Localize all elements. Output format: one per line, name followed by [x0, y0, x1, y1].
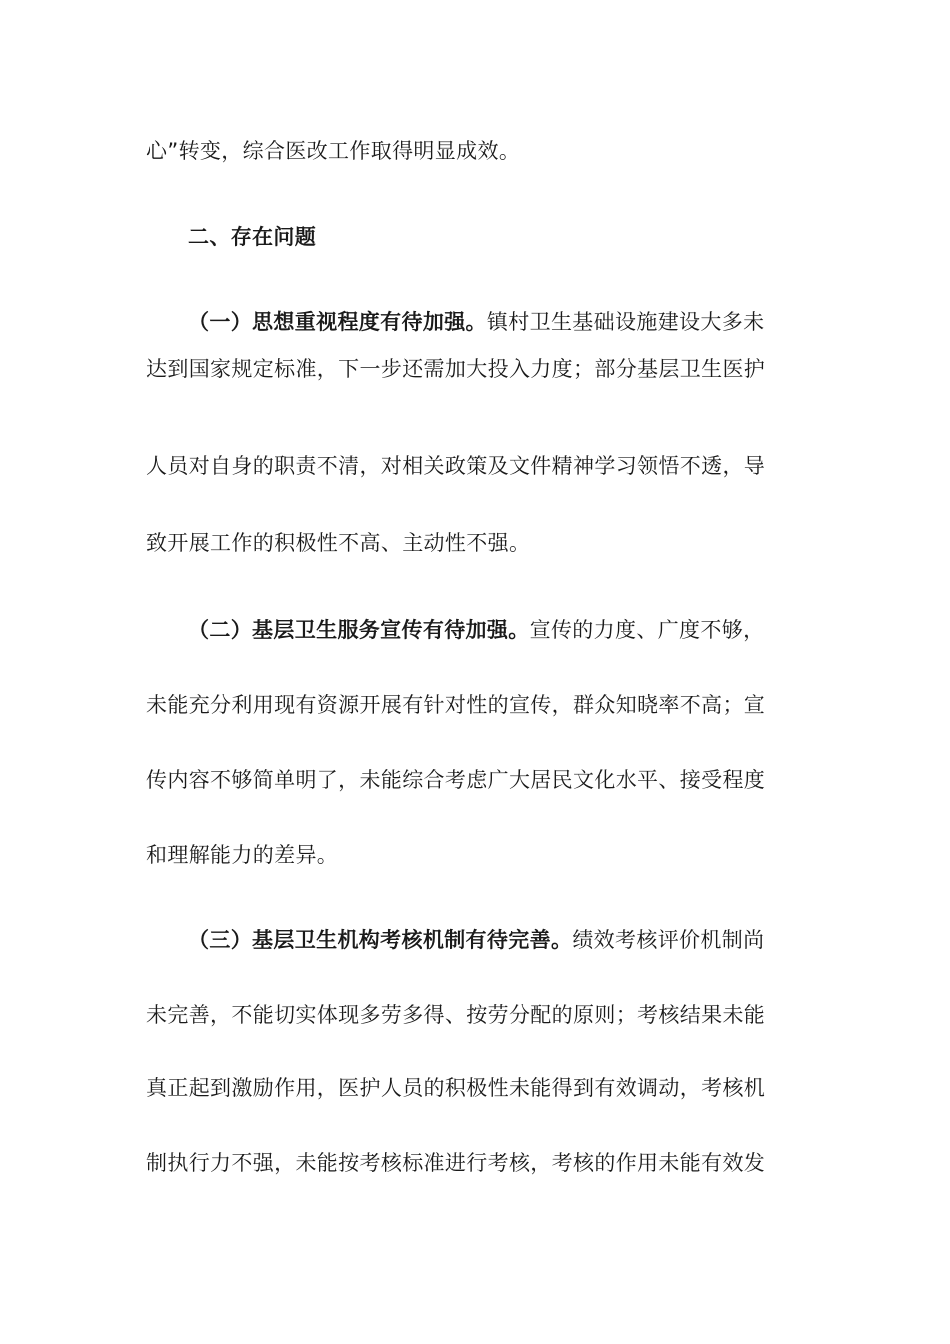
body-line: 制执行力不强，未能按考核标准进行考核，考核的作用未能有效发: [146, 1151, 766, 1175]
body-line: 未完善，不能切实体现多劳多得、按劳分配的原则；考核结果未能: [146, 1003, 766, 1027]
body-line: 达到国家规定标准，下一步还需加大投入力度；部分基层卫生医护: [146, 357, 766, 381]
paragraph-lead: （三）基层卫生机构考核机制有待完善。: [188, 928, 573, 952]
paragraph-first-line: [188, 307, 794, 337]
body-line: 心”转变，综合医改工作取得明显成效。: [146, 139, 521, 163]
paragraph-text: 绩效考核评价机制尚: [572, 928, 765, 952]
body-line: 传内容不够简单明了，未能综合考虑广大居民文化水平、接受程度: [146, 768, 766, 792]
section-heading: 二、存在问题: [188, 225, 317, 249]
body-line: 和理解能力的差异。: [146, 843, 339, 867]
paragraph-text: 镇村卫生基础设施建设大多未: [486, 310, 765, 334]
paragraph-first-line: [188, 925, 794, 955]
paragraph-lead: （一）思想重视程度有待加强。: [188, 310, 487, 334]
paragraph-first-line: [188, 615, 794, 645]
paragraph-text: 宣传的力度、广度不够，: [529, 618, 765, 642]
body-line: 人员对自身的职责不清，对相关政策及文件精神学习领悟不透，导: [146, 454, 766, 478]
body-line: 致开展工作的积极性不高、主动性不强。: [146, 531, 531, 555]
paragraph-lead: （二）基层卫生服务宣传有待加强。: [188, 618, 530, 642]
body-line: 未能充分利用现有资源开展有针对性的宣传，群众知晓率不高；宣: [146, 693, 766, 717]
body-line: 真正起到激励作用，医护人员的积极性未能得到有效调动，考核机: [146, 1076, 766, 1100]
